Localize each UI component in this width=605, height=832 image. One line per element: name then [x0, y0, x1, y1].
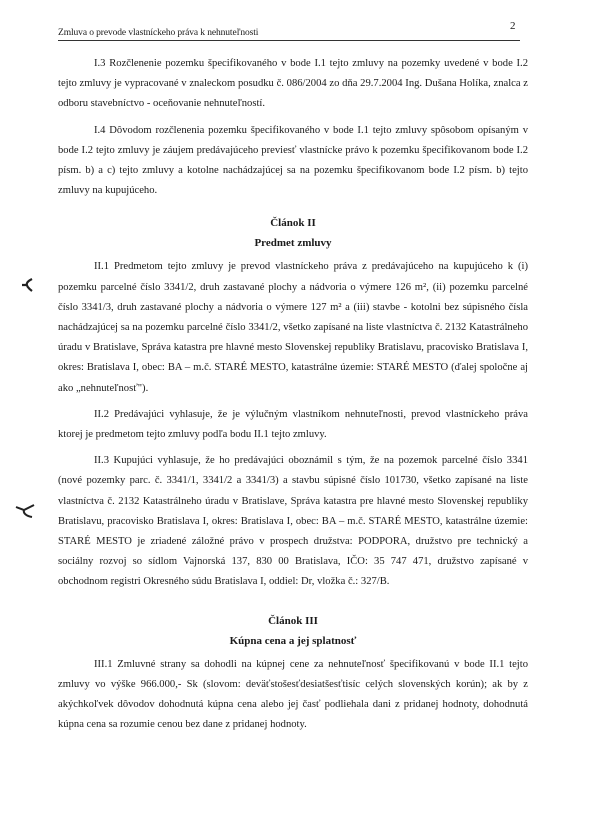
paragraph-ii3: II.3 Kupujúci vyhlasuje, že ho predávajúci oboznámil s tým, že na pozemok parcelné číslo 3341 (nové pozemky parc. č. 3341/1, 3341/2 a 3341/3) a stavbu súpisné číslo 101730, všetko zapísané na liste vlastníctva č. 2132 Katastrálneho úradu v Bratislave, Správa katastra pre hlavné mesto Slovenskej republiky Bratislavu, pracovisko Bratislava I, okres: Bratislava I, obec: BA – m.č. STARÉ MESTO, katastrálne územie: STARÉ MESTO je zriadené záložné právo v prospech družstva: PODPORA, družstvo pre technický a sociálny rozvoj so sídlom Vajnorská 137, 830 00 Bratislava, IČO: 35 747 471, družstvo zapísané v obchodnom registri Okresného súdu Bratislava I, oddiel: Dr, vložka č.: 327/B.: [58, 455, 528, 588]
paragraph-iii1: III.1 Zmluvné strany sa dohodli na kúpnej cene za nehnuteľnosť špecifikovanú v bode II.1 tejto zmluvy vo výške 966.000,- Sk (slovom: deväťstošesťdesiatšesťtisíc celých slovenských korún); ak by z akýchkoľvek dôvodov dohodnutá kúpna cena alebo jej časť podliehala dani z pridanej hodnoty, dohodnutá kúpna cena sa rozumie cenou bez dane z pridanej hodnoty.: [58, 658, 528, 731]
article-3-title: Článok III: [268, 614, 318, 627]
page-header: [58, 18, 520, 41]
document-body: [58, 54, 528, 741]
article-2-title: Článok II: [270, 217, 316, 230]
paragraph-i3: I.3 Rozčlenenie pozemku špecifikovaného v bode I.1 tejto zmluvy na pozemky uvedené v bode I.2 tejto zmluvy je vypracované v znaleckom posudku č. 086/2004 zo dňa 29.7.2004 Ing. Dušana Holíka, znalca z odboru stavebníctvo - oceňovanie nehnuteľností.: [58, 58, 528, 110]
header-title: Zmluva o prevode vlastníckeho práva k nehnuteľnosti: [58, 28, 259, 38]
article-2-subtitle: Predmet zmluvy: [254, 237, 332, 250]
paragraph-i4: I.4 Dôvodom rozčlenenia pozemku špecifikovaného v bode I.1 tejto zmluvy spôsobom opísaným v bode I.2 tejto zmluvy je záujem predávajúceho previesť vlastnícke právo k pozemku špecifikovanom bode I.2 písm. b) a c) tejto zmluvy a kotolne nachádzajúcej sa na pozemku špecifikovanom bode I.2 písm. b) tejto zmluvy na kupujúceho.: [58, 124, 528, 197]
paragraph-ii2: II.2 Predávajúci vyhlasuje, že je výlučným vlastníkom nehnuteľnosti, prevod vlastníckeho práva ktorej je predmetom tejto zmluvy podľa bodu II.1 tejto zmluvy.: [58, 408, 528, 441]
page-number: 2: [510, 20, 516, 32]
article-3-subtitle: Kúpna cena a jej splatnosť: [229, 634, 357, 647]
margin-mark-icon: [18, 276, 36, 297]
paragraph-ii1: II.1 Predmetom tejto zmluvy je prevod vlastníckeho práva z predávajúceho na kupujúceho k (i) pozemku parcelné číslo 3341/2, druh zastavané plochy a nádvoria o výmere 126 m², (ii) pozemku parcelné číslo 3341/3, druh zastavané plochy a nádvoria o výmere 127 m² a (iii) stavbe - kotolni bez súpisného čísla nachádzajúcej sa na pozemku parcelné číslo 3341/2, všetko zapísané na liste vlastníctva č. 2132 Katastrálneho úradu v Bratislave, Správa katastra pre hlavné mesto Slovenskej republiky Bratislavu, pracovisko Bratislava I, okres: Bratislava I, obec: BA – m.č. STARÉ MESTO, katastrálne územie: STARÉ MESTO (ďalej spoločne aj ako „nehnuteľnosť").: [58, 261, 528, 394]
margin-mark-icon: [14, 502, 40, 523]
